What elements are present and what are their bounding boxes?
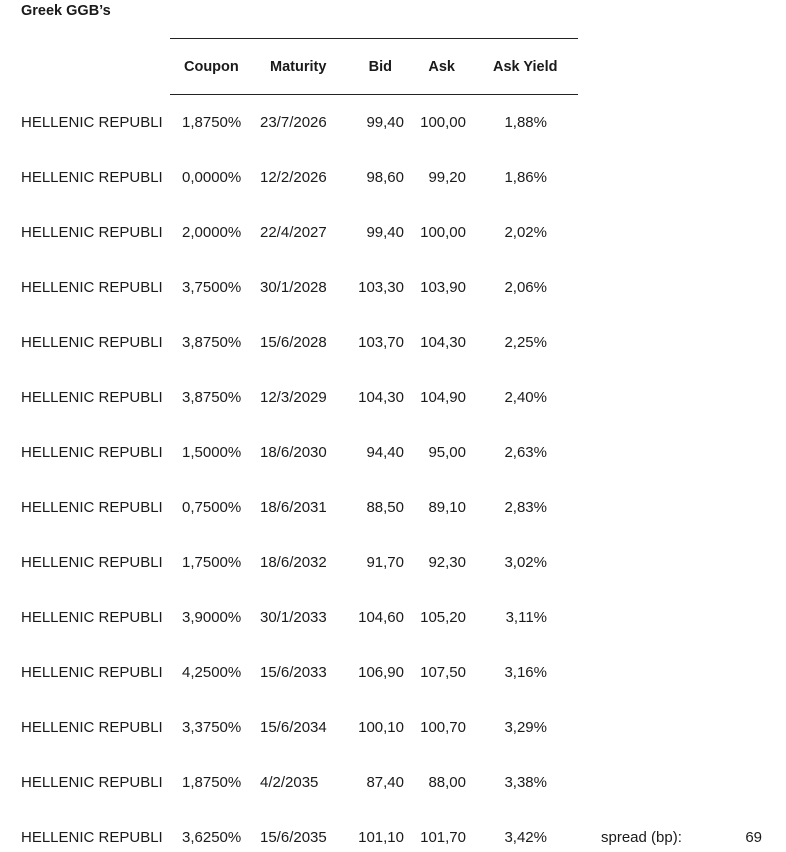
bond-coupon: 1,8750%	[182, 114, 242, 131]
bond-name: HELLENIC REPUBLI	[21, 169, 163, 186]
table-row	[0, 499, 786, 517]
table-row	[0, 389, 786, 407]
bond-ask-yield: 3,42%	[504, 829, 547, 846]
bond-maturity: 15/6/2028	[260, 334, 327, 351]
bond-ask-yield: 3,02%	[504, 554, 547, 571]
bond-maturity: 18/6/2031	[260, 499, 327, 516]
spread-label: spread (bp):	[601, 829, 682, 846]
table-row	[0, 609, 786, 627]
bond-ask-yield: 2,40%	[504, 389, 547, 406]
bond-ask: 103,90	[420, 279, 466, 296]
bond-coupon: 3,6250%	[182, 829, 242, 846]
bond-bid: 87,40	[366, 774, 404, 791]
bond-ask: 100,00	[420, 224, 466, 241]
bond-maturity: 22/4/2027	[260, 224, 327, 241]
bond-maturity: 4/2/2035	[260, 774, 319, 791]
bond-maturity: 18/6/2030	[260, 444, 327, 461]
table-row	[0, 114, 786, 132]
bond-ask-yield: 1,88%	[504, 114, 547, 131]
bond-ask-yield: 3,29%	[504, 719, 547, 736]
bond-name: HELLENIC REPUBLI	[21, 609, 163, 626]
bond-ask: 92,30	[428, 554, 466, 571]
bond-name: HELLENIC REPUBLI	[21, 389, 163, 406]
bond-ask-yield: 2,63%	[504, 444, 547, 461]
bond-bid: 100,10	[358, 719, 404, 736]
bond-coupon: 0,7500%	[182, 499, 242, 516]
bond-coupon: 3,8750%	[182, 334, 242, 351]
bond-coupon: 2,0000%	[182, 224, 242, 241]
bond-bid: 106,90	[358, 664, 404, 681]
table-row	[0, 554, 786, 572]
bond-maturity: 15/6/2034	[260, 719, 327, 736]
table-row	[0, 829, 786, 847]
bond-bid: 104,30	[358, 389, 404, 406]
bond-coupon: 1,8750%	[182, 774, 242, 791]
bond-name: HELLENIC REPUBLI	[21, 554, 163, 571]
bond-ask-yield: 2,06%	[504, 279, 547, 296]
bond-coupon: 0,0000%	[182, 169, 242, 186]
table-row	[0, 719, 786, 737]
bond-coupon: 3,9000%	[182, 609, 242, 626]
table-row	[0, 224, 786, 242]
bond-coupon: 1,5000%	[182, 444, 242, 461]
bond-ask: 107,50	[420, 664, 466, 681]
bond-name: HELLENIC REPUBLI	[21, 224, 163, 241]
bond-maturity: 15/6/2033	[260, 664, 327, 681]
bond-name: HELLENIC REPUBLI	[21, 499, 163, 516]
bond-ask: 89,10	[428, 499, 466, 516]
bond-bid: 99,40	[366, 224, 404, 241]
spread-value: 69	[745, 829, 762, 846]
bond-name: HELLENIC REPUBLI	[21, 719, 163, 736]
bond-name: HELLENIC REPUBLI	[21, 774, 163, 791]
header-top-rule	[170, 38, 578, 39]
bond-ask-yield: 1,86%	[504, 169, 547, 186]
table-row	[0, 774, 786, 792]
bond-bid: 98,60	[366, 169, 404, 186]
bond-maturity: 12/3/2029	[260, 389, 327, 406]
bond-ask: 104,30	[420, 334, 466, 351]
bond-coupon: 3,8750%	[182, 389, 242, 406]
bond-ask: 100,00	[420, 114, 466, 131]
header-bid: Bid	[368, 59, 392, 75]
bond-maturity: 30/1/2028	[260, 279, 327, 296]
table-row	[0, 334, 786, 352]
bond-coupon: 4,2500%	[182, 664, 242, 681]
bond-ask: 105,20	[420, 609, 466, 626]
bond-bid: 88,50	[366, 499, 404, 516]
bond-name: HELLENIC REPUBLI	[21, 279, 163, 296]
page-title: Greek GGB’s	[21, 3, 111, 19]
bond-bid: 91,70	[366, 554, 404, 571]
bond-bid: 103,70	[358, 334, 404, 351]
bond-ask-yield: 3,16%	[504, 664, 547, 681]
bond-bid: 94,40	[366, 444, 404, 461]
bond-maturity: 23/7/2026	[260, 114, 327, 131]
bond-name: HELLENIC REPUBLI	[21, 334, 163, 351]
bond-ask: 95,00	[428, 444, 466, 461]
bond-ask-yield: 3,11%	[505, 609, 547, 626]
table-row	[0, 279, 786, 297]
bond-maturity: 15/6/2035	[260, 829, 327, 846]
bond-ask: 104,90	[420, 389, 466, 406]
bond-bid: 104,60	[358, 609, 404, 626]
bond-ask: 99,20	[428, 169, 466, 186]
header-bottom-rule	[170, 94, 578, 95]
bond-bid: 101,10	[358, 829, 404, 846]
bond-ask: 88,00	[428, 774, 466, 791]
bond-ask-yield: 3,38%	[504, 774, 547, 791]
bond-ask-yield: 2,25%	[504, 334, 547, 351]
bond-name: HELLENIC REPUBLI	[21, 829, 163, 846]
table-row	[0, 169, 786, 187]
bond-name: HELLENIC REPUBLI	[21, 114, 163, 131]
bond-maturity: 18/6/2032	[260, 554, 327, 571]
header-maturity: Maturity	[270, 59, 327, 75]
bond-maturity: 30/1/2033	[260, 609, 327, 626]
bond-coupon: 1,7500%	[182, 554, 242, 571]
bond-bid: 103,30	[358, 279, 404, 296]
bond-ask: 100,70	[420, 719, 466, 736]
table-row	[0, 664, 786, 682]
header-ask: Ask	[428, 59, 455, 75]
bond-bid: 99,40	[366, 114, 404, 131]
bond-ask-yield: 2,02%	[504, 224, 547, 241]
header-coupon: Coupon	[184, 59, 239, 75]
bond-coupon: 3,3750%	[182, 719, 242, 736]
bond-name: HELLENIC REPUBLI	[21, 664, 163, 681]
bond-ask-yield: 2,83%	[504, 499, 547, 516]
bond-name: HELLENIC REPUBLI	[21, 444, 163, 461]
bond-maturity: 12/2/2026	[260, 169, 327, 186]
bond-coupon: 3,7500%	[182, 279, 242, 296]
header-ask-yield: Ask Yield	[493, 59, 558, 75]
table-row	[0, 444, 786, 462]
bond-ask: 101,70	[420, 829, 466, 846]
